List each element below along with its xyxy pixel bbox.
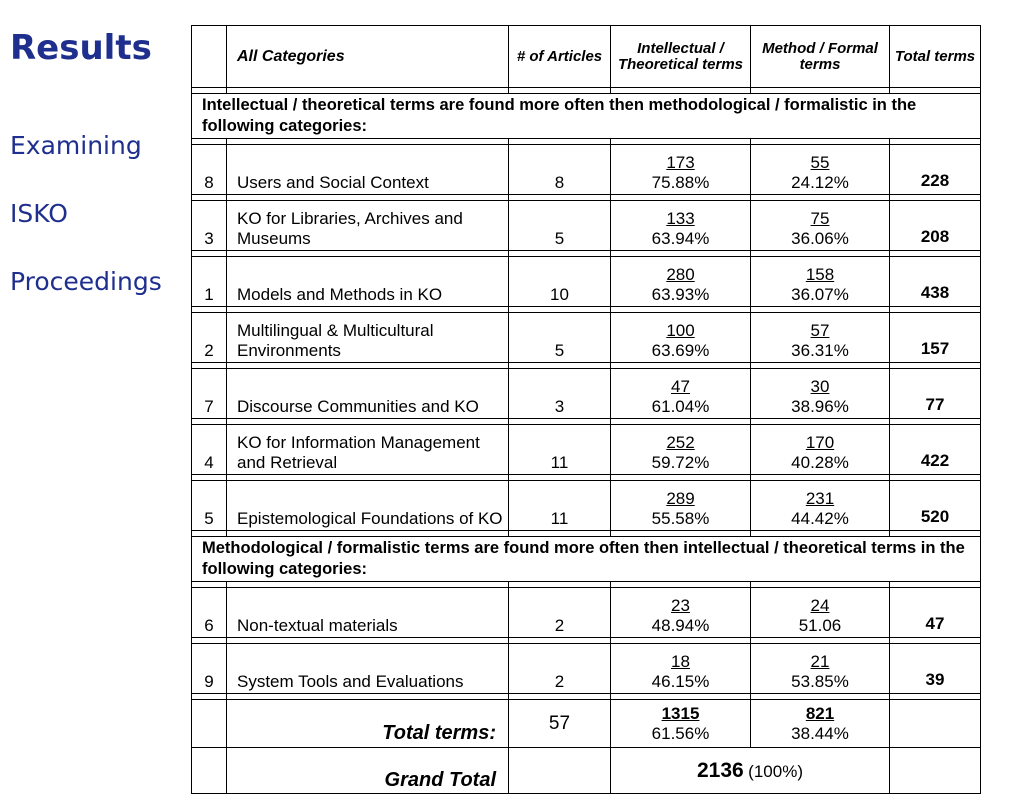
- total-terms: 438: [890, 257, 981, 307]
- total-articles: 57: [509, 700, 611, 748]
- slide-title: Results: [10, 28, 152, 68]
- category-name: Users and Social Context: [227, 145, 509, 195]
- category-number: 7: [192, 369, 227, 419]
- method-count: 21: [810, 652, 830, 671]
- header-number: [192, 26, 227, 88]
- method-count: 55: [810, 153, 830, 172]
- intellectual-count: 47: [671, 377, 690, 396]
- intellectual-pct: 75.88%: [651, 173, 710, 192]
- method-cell: [751, 588, 890, 638]
- category-name: System Tools and Evaluations: [227, 644, 509, 694]
- method-count: 158: [805, 265, 835, 284]
- method-pct: 53.85%: [791, 672, 849, 691]
- intellectual-pct: 63.93%: [651, 285, 710, 304]
- category-number: 9: [192, 644, 227, 694]
- intellectual-pct: 59.72%: [651, 453, 710, 472]
- category-name: Non-textual materials: [227, 588, 509, 638]
- section-row-methodological: [192, 537, 981, 582]
- table-body: [192, 88, 981, 794]
- category-number: 6: [192, 588, 227, 638]
- intellectual-cell: [611, 588, 751, 638]
- category-name: Discourse Communities and KO: [227, 369, 509, 419]
- intellectual-pct: 63.94%: [651, 229, 710, 248]
- table-row: [192, 145, 981, 195]
- section-heading: Methodological / formalistic terms are found more often then intellectual / theoretical terms in the following categories:: [192, 537, 981, 582]
- table-row: [192, 369, 981, 419]
- grand-total-pct: (100%): [748, 761, 803, 781]
- category-number: 4: [192, 425, 227, 475]
- intellectual-count: 18: [671, 652, 690, 671]
- intellectual-cell: [611, 644, 751, 694]
- section-heading: Intellectual / theoretical terms are found more often then methodological / formalistic in the following categories:: [192, 94, 981, 139]
- article-count: 11: [509, 481, 611, 531]
- method-pct: 40.28%: [791, 453, 849, 472]
- intellectual-cell: [611, 369, 751, 419]
- category-name: KO for Libraries, Archives and Museums: [227, 201, 509, 251]
- side-label-examining: Examining: [10, 131, 142, 160]
- grand-total-value: [611, 748, 890, 794]
- article-count: 8: [509, 145, 611, 195]
- article-count: 10: [509, 257, 611, 307]
- table-row: [192, 201, 981, 251]
- intellectual-cell: [611, 257, 751, 307]
- category-name: Epistemological Foundations of KO: [227, 481, 509, 531]
- method-count: 30: [810, 377, 830, 396]
- total-terms: 520: [890, 481, 981, 531]
- header-method: Method / Formal terms: [751, 26, 890, 88]
- table-row: [192, 425, 981, 475]
- intellectual-count: 289: [666, 489, 695, 508]
- grand-total-label: Grand Total: [227, 748, 509, 794]
- grand-articles-cell: [509, 748, 611, 794]
- category-number: 5: [192, 481, 227, 531]
- total-intellectual-pct: 61.56%: [651, 723, 710, 743]
- total-terms: 422: [890, 425, 981, 475]
- intellectual-pct: 46.15%: [651, 672, 710, 691]
- total-method: [751, 700, 890, 748]
- table-row: [192, 481, 981, 531]
- article-count: 2: [509, 588, 611, 638]
- total-intellectual: [611, 700, 751, 748]
- article-count: 11: [509, 425, 611, 475]
- total-number-cell: [192, 700, 227, 748]
- total-total-cell: [890, 700, 981, 748]
- table-row: [192, 588, 981, 638]
- article-count: 5: [509, 313, 611, 363]
- grand-total-cell: [890, 748, 981, 794]
- method-count: 24: [810, 596, 830, 615]
- header-total: Total terms: [890, 26, 981, 88]
- table-row: [192, 644, 981, 694]
- method-cell: [751, 644, 890, 694]
- total-intellectual-count: 1315: [661, 703, 700, 723]
- category-number: 3: [192, 201, 227, 251]
- article-count: 3: [509, 369, 611, 419]
- method-cell: [751, 369, 890, 419]
- intellectual-pct: 55.58%: [651, 509, 710, 528]
- category-name: Models and Methods in KO: [227, 257, 509, 307]
- header-intellectual: Intellectual / Theoretical terms: [611, 26, 751, 88]
- total-terms-row: [192, 700, 981, 748]
- category-number: 8: [192, 145, 227, 195]
- intellectual-cell: [611, 201, 751, 251]
- total-terms: 208: [890, 201, 981, 251]
- method-pct: 24.12%: [791, 173, 849, 192]
- method-pct: 36.07%: [791, 285, 849, 304]
- category-number: 2: [192, 313, 227, 363]
- side-label-proceedings: Proceedings: [10, 267, 162, 296]
- method-cell: [751, 257, 890, 307]
- intellectual-pct: 48.94%: [651, 616, 710, 635]
- method-count: 231: [805, 489, 835, 508]
- intellectual-count: 133: [666, 209, 695, 228]
- total-terms-label: Total terms:: [227, 700, 509, 748]
- method-pct: 38.96%: [791, 397, 849, 416]
- total-method-pct: 38.44%: [791, 723, 849, 743]
- article-count: 2: [509, 644, 611, 694]
- grand-total-number: 2136: [697, 758, 744, 782]
- total-terms: 47: [890, 588, 981, 638]
- intellectual-count: 100: [666, 321, 695, 340]
- grand-number-cell: [192, 748, 227, 794]
- method-count: 170: [805, 433, 835, 452]
- total-terms: 39: [890, 644, 981, 694]
- intellectual-count: 173: [666, 153, 695, 172]
- method-cell: [751, 201, 890, 251]
- side-label-isko: ISKO: [10, 199, 68, 228]
- intellectual-cell: [611, 145, 751, 195]
- intellectual-cell: [611, 425, 751, 475]
- total-terms: 77: [890, 369, 981, 419]
- method-pct: 36.06%: [791, 229, 849, 248]
- method-pct: 44.42%: [791, 509, 849, 528]
- total-method-count: 821: [805, 703, 835, 723]
- total-terms: 157: [890, 313, 981, 363]
- category-name: Multilingual & Multicultural Environments: [227, 313, 509, 363]
- header-articles: # of Articles: [509, 26, 611, 88]
- header-category: All Categories: [227, 26, 509, 88]
- article-count: 5: [509, 201, 611, 251]
- method-cell: [751, 425, 890, 475]
- intellectual-count: 23: [671, 596, 690, 615]
- method-pct: 51.06: [798, 616, 842, 635]
- method-pct: 36.31%: [791, 341, 849, 360]
- table-row: [192, 313, 981, 363]
- intellectual-cell: [611, 481, 751, 531]
- method-cell: [751, 313, 890, 363]
- section-row-intellectual: [192, 94, 981, 139]
- intellectual-cell: [611, 313, 751, 363]
- total-terms: 228: [890, 145, 981, 195]
- table-row: [192, 257, 981, 307]
- method-cell: [751, 481, 890, 531]
- intellectual-pct: 63.69%: [651, 341, 710, 360]
- method-cell: [751, 145, 890, 195]
- results-table: [191, 25, 981, 794]
- intellectual-count: 280: [666, 265, 695, 284]
- method-count: 57: [810, 321, 830, 340]
- intellectual-count: 252: [666, 433, 695, 452]
- intellectual-pct: 61.04%: [651, 397, 710, 416]
- category-name: KO for Information Management and Retrieval: [227, 425, 509, 475]
- method-count: 75: [810, 209, 830, 228]
- category-number: 1: [192, 257, 227, 307]
- grand-total-row: [192, 748, 981, 794]
- table-header-row: [192, 26, 981, 88]
